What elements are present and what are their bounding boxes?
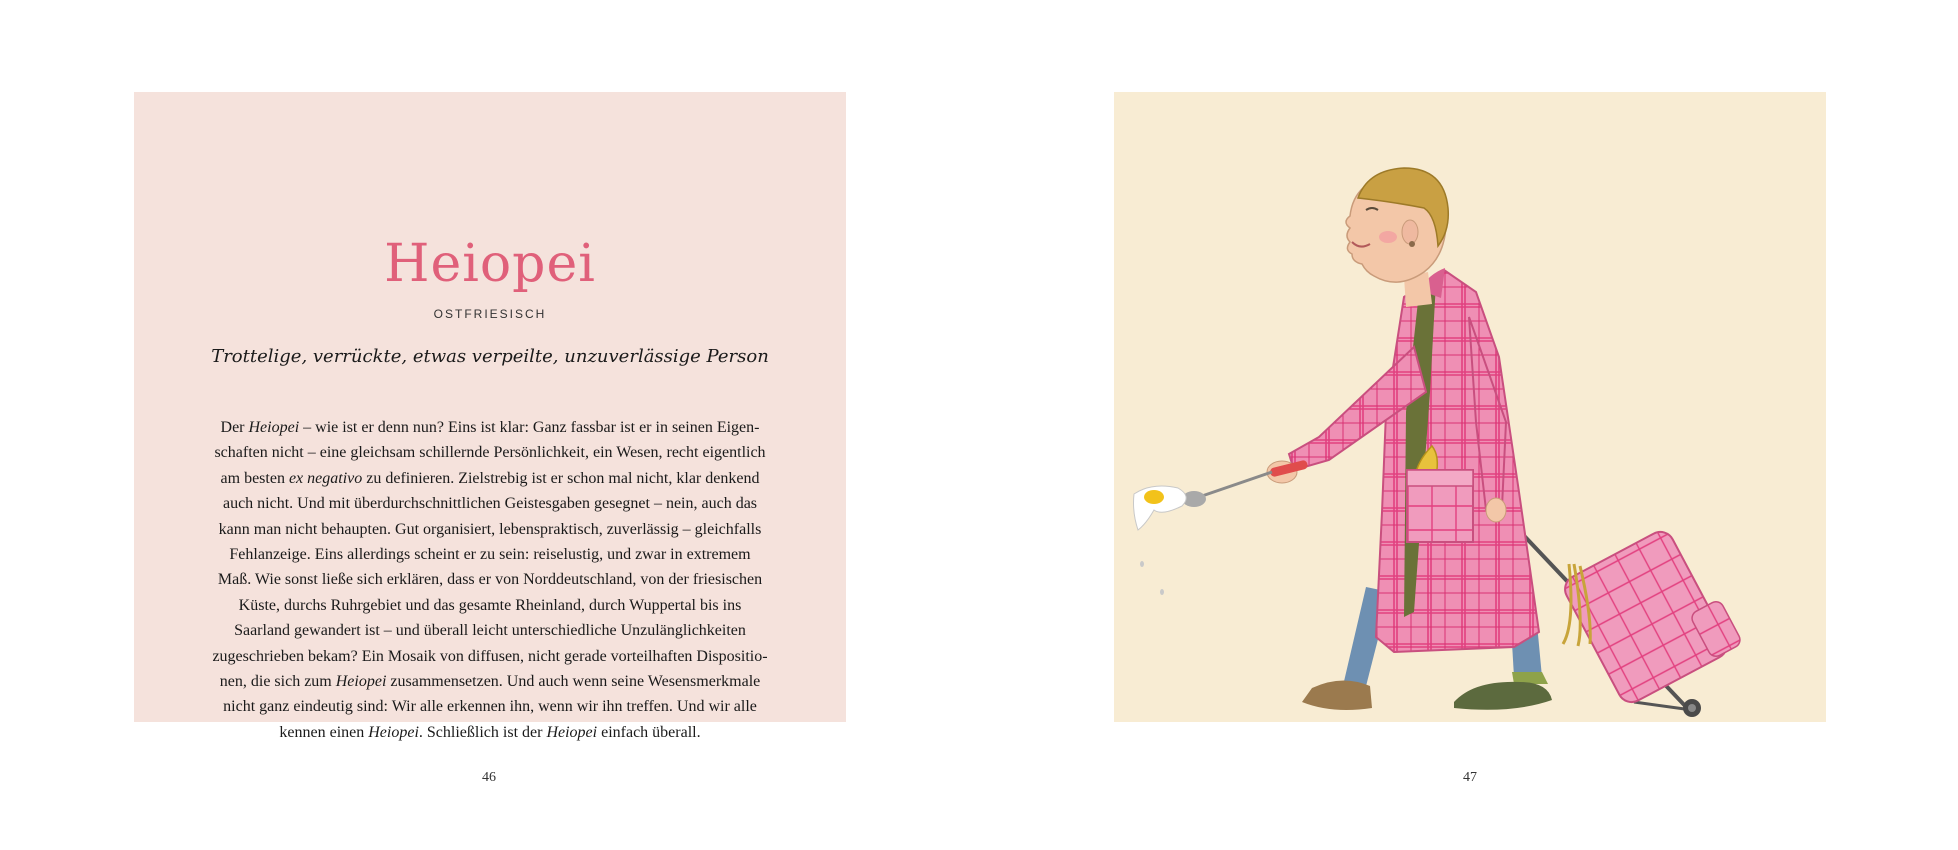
body-line bbox=[178, 440, 802, 465]
entry-body-text bbox=[178, 415, 802, 745]
right-page bbox=[979, 0, 1958, 850]
page-number-right: 47 bbox=[1463, 770, 1477, 785]
body-text-run: nicht ganz eindeutig sind: Wir alle erkennen ihn, wenn wir ihn treffen. Und wir alle bbox=[223, 698, 757, 716]
body-text-run: zugeschrieben bekam? Ein Mosaik von diffusen, nicht gerade vorteilhaften Dispositio- bbox=[212, 647, 768, 665]
body-line bbox=[178, 517, 802, 542]
body-text-run: nen, die sich zum bbox=[219, 673, 336, 691]
body-line bbox=[178, 542, 802, 567]
italic-term: Heiopei bbox=[368, 723, 419, 741]
body-line bbox=[178, 491, 802, 516]
body-text-run: schaften nicht – eine gleichsam schillernde Persönlichkeit, ein Wesen, recht eigentlich bbox=[214, 444, 766, 462]
body-text-run: Maß. Wie sonst ließe sich erklären, dass er von Norddeutschland, von der friesischen bbox=[217, 571, 763, 589]
body-text-run: Küste, durchs Ruhrgebiet und das gesamte Rheinland, durch Wuppertal bis ins bbox=[238, 596, 742, 614]
body-text-run: Der bbox=[220, 419, 249, 436]
definition: Trottelige, verrückte, etwas verpeilte, unzuverlässige Person bbox=[211, 346, 769, 367]
body-line bbox=[178, 618, 802, 643]
walking-man-pink-plaid-coat-icon bbox=[1114, 92, 1826, 722]
region-label: OSTFRIESISCH bbox=[433, 307, 547, 321]
body-text-run: am besten bbox=[220, 469, 289, 487]
body-line bbox=[178, 669, 802, 694]
illustration bbox=[1114, 92, 1826, 722]
body-text-run: zusammensetzen. Und auch wenn seine Wesensmerkmale bbox=[386, 673, 761, 691]
italic-term: Heiopei bbox=[546, 723, 598, 741]
italic-term: ex negativo bbox=[288, 469, 363, 487]
italic-term: Heiopei bbox=[248, 419, 300, 436]
body-line bbox=[178, 720, 802, 745]
page-number-left: 46 bbox=[482, 770, 496, 785]
body-line bbox=[178, 466, 802, 491]
body-text-run: einfach überall. bbox=[597, 723, 701, 741]
body-text-run: kennen einen bbox=[279, 723, 369, 741]
body-text-run: Saarland gewandert ist – und überall leicht unterschiedliche Unzulänglichkeiten bbox=[234, 622, 746, 640]
headword: Heiopei bbox=[384, 234, 596, 294]
body-text-run: Fehlanzeige. Eins allerdings scheint er zu sein: reiselustig, und zwar in extremem bbox=[229, 546, 751, 564]
body-line bbox=[178, 415, 802, 440]
body-text-run: zu definieren. Zielstrebig ist er schon mal nicht, klar denkend bbox=[362, 469, 760, 487]
italic-term: Heiopei bbox=[335, 673, 387, 691]
body-text-run: – wie ist er denn nun? Eins ist klar: Ganz fassbar ist er in seinen Eigen- bbox=[299, 419, 760, 436]
body-line bbox=[178, 567, 802, 592]
body-line bbox=[178, 694, 802, 719]
body-line bbox=[178, 593, 802, 618]
dictionary-entry-panel bbox=[134, 92, 846, 741]
body-text-run: kann man nicht behaupten. Gut organisiert, lebenspraktisch, zuverlässig – gleichfalls bbox=[218, 520, 762, 538]
body-text-run: auch nicht. Und mit überdurchschnittlichen Geistesgaben gesegnet – nein, auch das bbox=[222, 495, 758, 513]
body-line bbox=[178, 644, 802, 669]
body-text-run: . Schließlich ist der bbox=[418, 723, 547, 741]
